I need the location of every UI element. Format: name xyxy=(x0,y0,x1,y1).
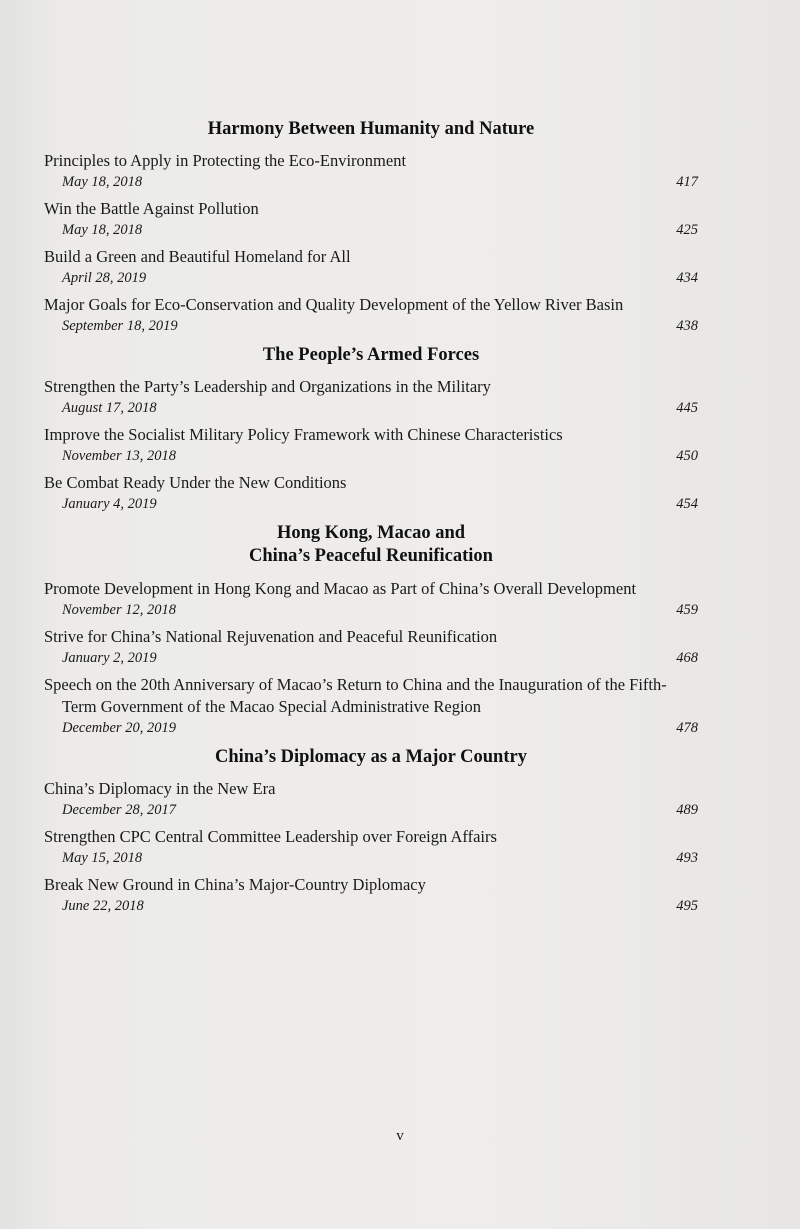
entry-title: Principles to Apply in Protecting the Eco-Environment xyxy=(44,151,407,170)
toc-entry xyxy=(44,778,698,822)
entry-page-number: 434 xyxy=(676,270,698,286)
entry-title: Strengthen CPC Central Committee Leadership over Foreign Affairs xyxy=(44,827,497,846)
toc-entry xyxy=(44,150,698,194)
entry-date: January 4, 2019 xyxy=(62,496,157,512)
entry-title: Speech on the 20th Anniversary of Macao’s Return to China and the Inauguration of the Fifth-Term Government of the Macao Special Administrative Region xyxy=(44,675,667,716)
entry-title: Improve the Socialist Military Policy Framework with Chinese Characteristics xyxy=(44,425,563,444)
entry-title: Be Combat Ready Under the New Conditions xyxy=(44,473,347,492)
section-title-line: Hong Kong, Macao and xyxy=(276,523,466,543)
toc-entry xyxy=(44,376,698,420)
entry-title: Strengthen the Party’s Leadership and Organizations in the Military xyxy=(44,377,491,396)
entry-date: January 2, 2019 xyxy=(62,650,157,666)
entry-date: September 18, 2019 xyxy=(62,318,178,334)
entry-title: Strive for China’s National Rejuvenation and Peaceful Reunification xyxy=(44,627,498,646)
entry-date: December 28, 2017 xyxy=(62,802,176,818)
toc-entry xyxy=(44,874,698,918)
entry-title: China’s Diplomacy in the New Era xyxy=(44,779,276,798)
entry-title: Major Goals for Eco-Conservation and Quality Development of the Yellow River Basin xyxy=(44,295,624,314)
entry-page-number: 454 xyxy=(676,496,698,512)
entry-page-number: 468 xyxy=(676,650,698,666)
entry-date: December 20, 2019 xyxy=(62,720,176,736)
entry-page-number: 489 xyxy=(676,802,698,818)
entry-title: Promote Development in Hong Kong and Macao as Part of China’s Overall Development xyxy=(44,579,637,598)
section-armed-forces xyxy=(44,344,698,516)
toc-entry xyxy=(44,578,698,622)
entry-title: Break New Ground in China’s Major-Country Diplomacy xyxy=(44,875,426,894)
toc-entry xyxy=(44,674,698,740)
entry-date: May 18, 2018 xyxy=(62,174,143,190)
toc-entry xyxy=(44,294,698,338)
section-title: Harmony Between Humanity and Nature xyxy=(207,119,535,139)
entry-page-number: 478 xyxy=(676,720,698,736)
entry-date: June 22, 2018 xyxy=(62,898,144,914)
toc-entry xyxy=(44,472,698,516)
entry-page-number: 495 xyxy=(676,898,698,914)
entry-date: August 17, 2018 xyxy=(62,400,157,416)
section-title-line: China’s Peaceful Reunification xyxy=(249,546,493,566)
entry-date: November 13, 2018 xyxy=(62,448,176,464)
entry-page-number: 459 xyxy=(676,602,698,618)
entry-date: May 18, 2018 xyxy=(62,222,143,238)
table-of-contents xyxy=(44,118,698,922)
entry-title: Win the Battle Against Pollution xyxy=(44,199,259,218)
entry-title: Build a Green and Beautiful Homeland for All xyxy=(44,247,351,266)
section-hong-kong-macao xyxy=(44,522,698,740)
page-folio: v xyxy=(396,1128,404,1144)
toc-entry xyxy=(44,424,698,468)
section-diplomacy xyxy=(44,746,698,918)
toc-entry xyxy=(44,198,698,242)
entry-page-number: 438 xyxy=(676,318,698,334)
entry-page-number: 493 xyxy=(676,850,698,866)
section-title: China’s Diplomacy as a Major Country xyxy=(215,747,527,767)
entry-page-number: 425 xyxy=(676,222,698,238)
entry-page-number: 445 xyxy=(676,400,698,416)
toc-entry xyxy=(44,246,698,290)
section-title xyxy=(44,522,698,568)
section-harmony xyxy=(44,118,698,338)
entry-date: April 28, 2019 xyxy=(62,270,147,286)
toc-entry xyxy=(44,626,698,670)
entry-page-number: 417 xyxy=(676,174,698,190)
entry-date: November 12, 2018 xyxy=(62,602,176,618)
entry-date: May 15, 2018 xyxy=(62,850,143,866)
entry-page-number: 450 xyxy=(676,448,698,464)
section-title: The People’s Armed Forces xyxy=(262,345,480,365)
toc-entry xyxy=(44,826,698,870)
